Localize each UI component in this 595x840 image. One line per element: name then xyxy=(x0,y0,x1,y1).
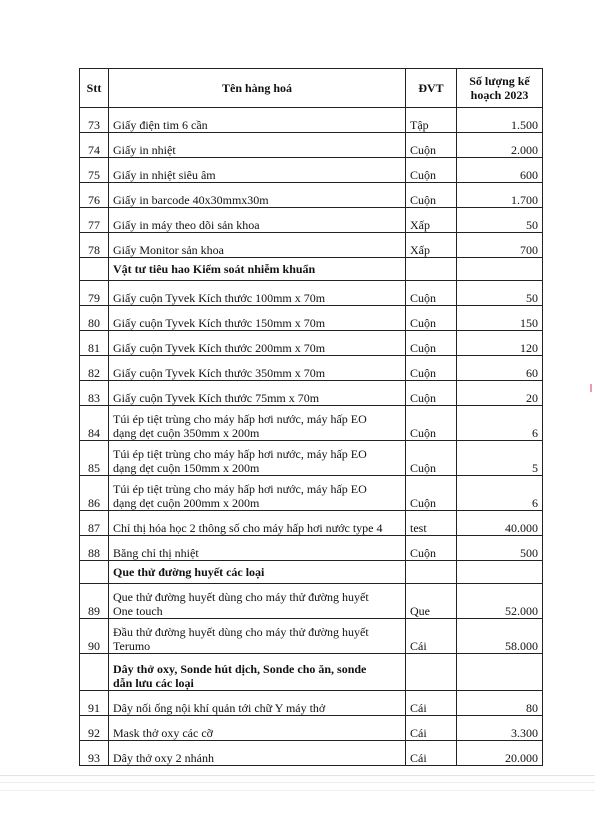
cell-name-line: Giấy Monitor sản khoa xyxy=(113,243,224,257)
table-row xyxy=(80,476,543,511)
cell-name xyxy=(109,306,406,331)
cell-name-line: Giấy cuộn Tyvek Kích thước 200mm x 70m xyxy=(113,341,326,355)
cell-unit: Cuộn xyxy=(406,158,457,183)
cell-unit: Cuộn xyxy=(406,356,457,381)
cell-name xyxy=(109,208,406,233)
cell-qty: 1.700 xyxy=(457,183,543,208)
cell-name xyxy=(109,561,406,584)
cell-qty: 3.300 xyxy=(457,716,543,741)
cell-unit: Cuộn xyxy=(406,536,457,561)
header-qty xyxy=(457,69,543,108)
cell-name xyxy=(109,619,406,654)
cell-qty: 600 xyxy=(457,158,543,183)
table-row xyxy=(80,331,543,356)
cell-name xyxy=(109,476,406,511)
header-unit: ĐVT xyxy=(406,69,457,108)
cell-name xyxy=(109,133,406,158)
table-row xyxy=(80,741,543,766)
table-header-row xyxy=(80,69,543,108)
cell-qty: 5 xyxy=(457,441,543,476)
table-row xyxy=(80,691,543,716)
cell-stt: 76 xyxy=(80,183,109,208)
header-stt: Stt xyxy=(80,69,109,108)
cell-name xyxy=(109,183,406,208)
cell-name xyxy=(109,381,406,406)
cell-stt: 87 xyxy=(80,511,109,536)
cell-stt: 77 xyxy=(80,208,109,233)
cell-name xyxy=(109,356,406,381)
header-name: Tên hàng hoá xyxy=(109,69,406,108)
table-row xyxy=(80,381,543,406)
cell-name-line: dẫn lưu các loại xyxy=(113,676,194,690)
cell-qty: 700 xyxy=(457,233,543,258)
table-body xyxy=(80,108,543,766)
cell-stt: 80 xyxy=(80,306,109,331)
table-row xyxy=(80,356,543,381)
cell-qty: 40.000 xyxy=(457,511,543,536)
cell-qty: 500 xyxy=(457,536,543,561)
cell-stt: 85 xyxy=(80,441,109,476)
cell-name-line: Túi ép tiệt trùng cho máy hấp hơi nước, máy hấp EO xyxy=(113,447,367,461)
table-row xyxy=(80,281,543,306)
cell-name xyxy=(109,258,406,281)
cell-qty: 80 xyxy=(457,691,543,716)
cell-stt: 90 xyxy=(80,619,109,654)
cell-name xyxy=(109,281,406,306)
cell-unit: Tập xyxy=(406,108,457,133)
cell-name xyxy=(109,233,406,258)
cell-name-line: Chỉ thị hóa học 2 thông số cho máy hấp hơi nước type 4 xyxy=(113,521,383,535)
section-row xyxy=(80,258,543,281)
table-row xyxy=(80,306,543,331)
cell-unit: Xấp xyxy=(406,233,457,258)
margin-mark xyxy=(590,384,592,392)
cell-qty: 58.000 xyxy=(457,619,543,654)
cell-name-line: Giấy cuộn Tyvek Kích thước 100mm x 70m xyxy=(113,291,326,305)
cell-name xyxy=(109,654,406,691)
cell-qty: 1.500 xyxy=(457,108,543,133)
cell-name xyxy=(109,331,406,356)
cell-unit: Cái xyxy=(406,619,457,654)
header-qty-line1: Số lượng kế xyxy=(469,74,530,88)
cell-stt xyxy=(80,258,109,281)
table-row xyxy=(80,536,543,561)
cell-name xyxy=(109,441,406,476)
cell-name-line: Dây nối ống nội khí quản tới chữ Y máy thở xyxy=(113,701,326,715)
cell-unit: Cuộn xyxy=(406,381,457,406)
cell-unit: Cuộn xyxy=(406,133,457,158)
cell-name-line: Túi ép tiệt trùng cho máy hấp hơi nước, máy hấp EO xyxy=(113,412,367,426)
cell-name-line: Giấy in nhiệt siêu âm xyxy=(113,168,216,182)
cell-qty: 60 xyxy=(457,356,543,381)
cell-stt: 82 xyxy=(80,356,109,381)
cell-qty: 50 xyxy=(457,281,543,306)
cell-stt: 88 xyxy=(80,536,109,561)
cell-stt: 91 xyxy=(80,691,109,716)
cell-name xyxy=(109,584,406,619)
table-row xyxy=(80,441,543,476)
cell-qty: 20 xyxy=(457,381,543,406)
cell-unit: Cái xyxy=(406,741,457,766)
cell-stt: 86 xyxy=(80,476,109,511)
cell-stt xyxy=(80,654,109,691)
cell-name-line: dạng dẹt cuộn 150mm x 200m xyxy=(113,461,260,475)
table-row xyxy=(80,406,543,441)
cell-qty: 52.000 xyxy=(457,584,543,619)
cell-unit: Cuộn xyxy=(406,406,457,441)
table-row xyxy=(80,108,543,133)
cell-unit xyxy=(406,258,457,281)
scan-artifact-line xyxy=(0,790,595,791)
table-row xyxy=(80,133,543,158)
section-row xyxy=(80,561,543,584)
table-row xyxy=(80,511,543,536)
cell-stt: 75 xyxy=(80,158,109,183)
cell-name-line: Dây thở oxy 2 nhánh xyxy=(113,751,214,765)
cell-name-line: Giấy in barcode 40x30mmx30m xyxy=(113,193,269,207)
cell-qty: 120 xyxy=(457,331,543,356)
cell-unit: Cuộn xyxy=(406,183,457,208)
goods-table xyxy=(79,68,543,766)
cell-name-line: Dây thở oxy, Sonde hút dịch, Sonde cho ăn, sonde xyxy=(113,662,367,676)
cell-stt: 73 xyxy=(80,108,109,133)
cell-name xyxy=(109,511,406,536)
cell-qty xyxy=(457,258,543,281)
cell-stt: 93 xyxy=(80,741,109,766)
cell-unit: Cuộn xyxy=(406,476,457,511)
cell-qty: 6 xyxy=(457,406,543,441)
cell-stt: 79 xyxy=(80,281,109,306)
cell-stt: 81 xyxy=(80,331,109,356)
cell-name xyxy=(109,536,406,561)
cell-name xyxy=(109,406,406,441)
cell-unit: Cuộn xyxy=(406,281,457,306)
cell-name xyxy=(109,741,406,766)
cell-qty: 20.000 xyxy=(457,741,543,766)
cell-name-line: Que thử đường huyết dùng cho máy thử đường huyết xyxy=(113,590,369,604)
cell-unit: test xyxy=(406,511,457,536)
cell-name xyxy=(109,691,406,716)
cell-unit: Xấp xyxy=(406,208,457,233)
cell-qty: 6 xyxy=(457,476,543,511)
table-row xyxy=(80,233,543,258)
cell-name xyxy=(109,108,406,133)
cell-stt xyxy=(80,561,109,584)
cell-name-line: Vật tư tiêu hao Kiểm soát nhiễm khuẩn xyxy=(113,262,316,276)
cell-name-line: Terumo xyxy=(113,639,151,653)
cell-stt: 74 xyxy=(80,133,109,158)
cell-unit xyxy=(406,561,457,584)
cell-stt: 89 xyxy=(80,584,109,619)
cell-unit: Cuộn xyxy=(406,441,457,476)
cell-name-line: Giấy in máy theo dõi sản khoa xyxy=(113,218,260,232)
cell-name-line: Que thử đường huyết các loại xyxy=(113,565,265,579)
cell-name-line: Giấy cuộn Tyvek Kích thước 75mm x 70m xyxy=(113,391,320,405)
cell-name-line: dạng dẹt cuộn 200mm x 200m xyxy=(113,496,260,510)
cell-name-line: One touch xyxy=(113,604,163,618)
section-row xyxy=(80,654,543,691)
scan-artifact-line xyxy=(0,775,595,783)
cell-unit xyxy=(406,654,457,691)
cell-stt: 92 xyxy=(80,716,109,741)
cell-qty xyxy=(457,561,543,584)
cell-name xyxy=(109,158,406,183)
cell-name-line: Băng chỉ thị nhiệt xyxy=(113,546,199,560)
cell-name-line: Giấy in nhiệt xyxy=(113,143,176,157)
cell-unit: Cuộn xyxy=(406,331,457,356)
cell-stt: 78 xyxy=(80,233,109,258)
cell-stt: 83 xyxy=(80,381,109,406)
table-row xyxy=(80,619,543,654)
table-row xyxy=(80,183,543,208)
cell-qty xyxy=(457,654,543,691)
cell-unit: Que xyxy=(406,584,457,619)
table-row xyxy=(80,584,543,619)
cell-name-line: Mask thở oxy các cỡ xyxy=(113,726,213,740)
table-row xyxy=(80,208,543,233)
cell-name-line: Giấy cuộn Tyvek Kích thước 350mm x 70m xyxy=(113,366,326,380)
cell-stt: 84 xyxy=(80,406,109,441)
cell-name-line: Giấy cuộn Tyvek Kích thước 150mm x 70m xyxy=(113,316,326,330)
cell-unit: Cái xyxy=(406,716,457,741)
cell-unit: Cuộn xyxy=(406,306,457,331)
header-qty-line2: hoạch 2023 xyxy=(470,88,529,102)
cell-name-line: Túi ép tiệt trùng cho máy hấp hơi nước, máy hấp EO xyxy=(113,482,367,496)
cell-name-line: Giấy điện tim 6 cần xyxy=(113,118,208,132)
cell-qty: 2.000 xyxy=(457,133,543,158)
cell-name-line: Đầu thử đường huyết dùng cho máy thử đường huyết xyxy=(113,625,369,639)
cell-unit: Cái xyxy=(406,691,457,716)
cell-qty: 50 xyxy=(457,208,543,233)
table-row xyxy=(80,158,543,183)
cell-name-line: dạng dẹt cuộn 350mm x 200m xyxy=(113,426,260,440)
table-row xyxy=(80,716,543,741)
cell-qty: 150 xyxy=(457,306,543,331)
cell-name xyxy=(109,716,406,741)
